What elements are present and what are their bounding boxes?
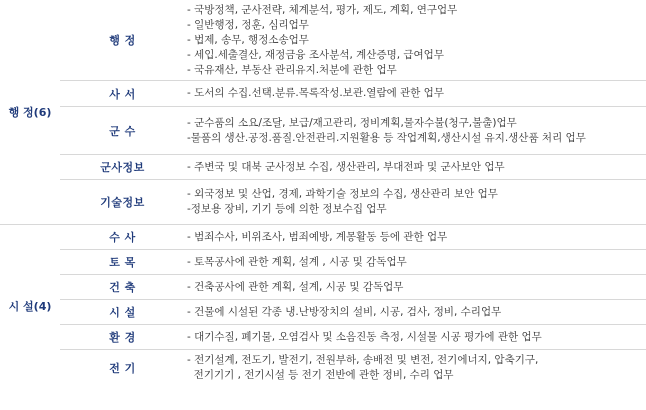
description-line: - 국유재산, 부동산 관리유지.처분에 관한 업무 (187, 63, 397, 76)
row-label: 환 경 (60, 325, 185, 350)
row-description (185, 180, 646, 225)
row-label: 시 설 (60, 300, 185, 325)
row-description (185, 275, 646, 300)
description-line: - 대기수질, 폐기물, 오염검사 및 소음진동 측정, 시설물 시공 평가에 관한 업무 (187, 330, 542, 343)
description-line: - 국방정책, 군사전략, 체계분석, 평가, 제도, 계획, 연구업무 (187, 3, 458, 16)
group-facilities-label: 시 설(4) (8, 299, 52, 313)
row-description (185, 107, 646, 155)
row-description (185, 81, 646, 107)
row-label: 행 정 (60, 0, 185, 81)
row-label: 기술정보 (60, 180, 185, 225)
row-label: 군사정보 (60, 155, 185, 180)
row-label: 군 수 (60, 107, 185, 155)
description-line: - 토목공사에 관한 계획, 설계 , 시공 및 감독업무 (187, 255, 407, 268)
description-line: - 주변국 및 대북 군사정보 수집, 생산관리, 부대전파 및 군사보안 업무 (187, 160, 505, 173)
row-description (185, 325, 646, 350)
row-description (185, 155, 646, 180)
description-line: - 범죄수사, 비위조사, 범죄예방, 계몽활동 등에 관한 업무 (187, 230, 448, 243)
row-description (185, 350, 646, 386)
row-label: 수 사 (60, 225, 185, 250)
description-line: - 도서의 수집.선택.분류.목록작성.보관.열람에 관한 업무 (187, 87, 444, 99)
description-line: - 일반행정, 정훈, 심리업무 (187, 18, 309, 31)
row-description (185, 225, 646, 250)
row-label: 전 기 (109, 362, 136, 375)
group-admin-label: 행 정(6) (8, 106, 52, 119)
description-line: - 건축공사에 관한 계획, 설계, 시공 및 감독업무 (187, 280, 404, 293)
description-line: - 세입.세출결산, 재정금융 조사분석, 계산증명, 급여업무 (187, 48, 444, 61)
group-facilities (0, 225, 60, 386)
description-line: -물품의 생산.공정.품질.안전관리.지원활용 등 작업계획,생산시설 유지.생산품 처리 업무 (187, 131, 586, 144)
row-label: 사 서 (60, 81, 185, 107)
row-description (185, 0, 646, 81)
group-admin (0, 0, 60, 225)
description-line: - 법제, 송무, 행정소송업무 (187, 33, 309, 46)
description-line: 전기기기 , 전기시설 등 전기 전반에 관한 정비, 수리 업무 (187, 369, 454, 381)
description-line: -정보용 장비, 기기 등에 의한 정보수집 업무 (187, 203, 387, 215)
row-label: 건 축 (60, 275, 185, 300)
description-line: - 군수품의 소요/조달, 보급/재고관리, 정비계획,물자수불(청구,불출)업무 (187, 116, 517, 129)
description-line: - 외국정보 및 산업, 경제, 과학기술 정보의 수집, 생산관리 보안 업무 (187, 188, 498, 200)
row-description (185, 300, 646, 325)
row-description (185, 250, 646, 275)
description-line: - 전기설계, 전도기, 발전기, 전원부하, 송배전 및 변전, 전기에너지, 압축기구, (187, 354, 539, 366)
row-label: 토 목 (60, 250, 185, 275)
description-line: - 건물에 시설된 각종 냉.난방장치의 설비, 시공, 검사, 정비, 수리업무 (187, 305, 502, 318)
